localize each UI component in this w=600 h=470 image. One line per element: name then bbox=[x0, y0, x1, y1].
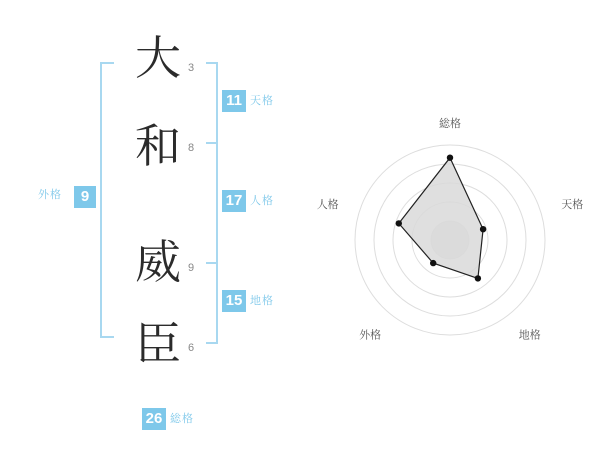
stroke-count: 9 bbox=[188, 262, 195, 274]
stroke-count: 8 bbox=[188, 142, 195, 154]
radar-axis-label: 地格 bbox=[518, 329, 541, 342]
radar-chart-svg bbox=[300, 0, 600, 470]
jinkaku-label: 人格 bbox=[250, 195, 274, 207]
outer-kaku-bracket bbox=[100, 62, 114, 338]
stroke-count: 3 bbox=[188, 62, 195, 74]
soukaku-value: 26 bbox=[142, 408, 166, 430]
tenkaku-label: 天格 bbox=[250, 95, 274, 107]
name-character: 臣 bbox=[135, 317, 181, 371]
radar-area bbox=[399, 158, 483, 279]
radar-axis-label: 人格 bbox=[316, 198, 339, 211]
jinkaku-value: 17 bbox=[222, 190, 246, 212]
radar-axis-label: 外格 bbox=[359, 329, 382, 342]
stroke-count: 6 bbox=[188, 342, 195, 354]
jinkaku-bracket bbox=[206, 142, 218, 264]
outer-kaku-value: 9 bbox=[74, 186, 96, 208]
outer-kaku-label: 外格 bbox=[38, 189, 62, 201]
radar-data-point bbox=[447, 155, 453, 161]
soukaku-label: 総格 bbox=[170, 413, 194, 425]
radar-axis-label: 天格 bbox=[561, 198, 584, 211]
radar-axis-label: 総格 bbox=[439, 118, 461, 130]
chikaku-value: 15 bbox=[222, 290, 246, 312]
name-character: 威 bbox=[135, 235, 181, 289]
radar-chart bbox=[300, 0, 600, 470]
radar-data-point bbox=[396, 220, 402, 226]
name-character: 大 bbox=[135, 31, 181, 85]
chikaku-label: 地格 bbox=[250, 295, 274, 307]
radar-data-point bbox=[475, 275, 481, 281]
chikaku-bracket bbox=[206, 262, 218, 344]
tenkaku-bracket bbox=[206, 62, 218, 144]
name-character: 和 bbox=[135, 119, 181, 173]
tenkaku-value: 11 bbox=[222, 90, 246, 112]
radar-data-point bbox=[430, 260, 436, 266]
radar-data-point bbox=[480, 226, 486, 232]
